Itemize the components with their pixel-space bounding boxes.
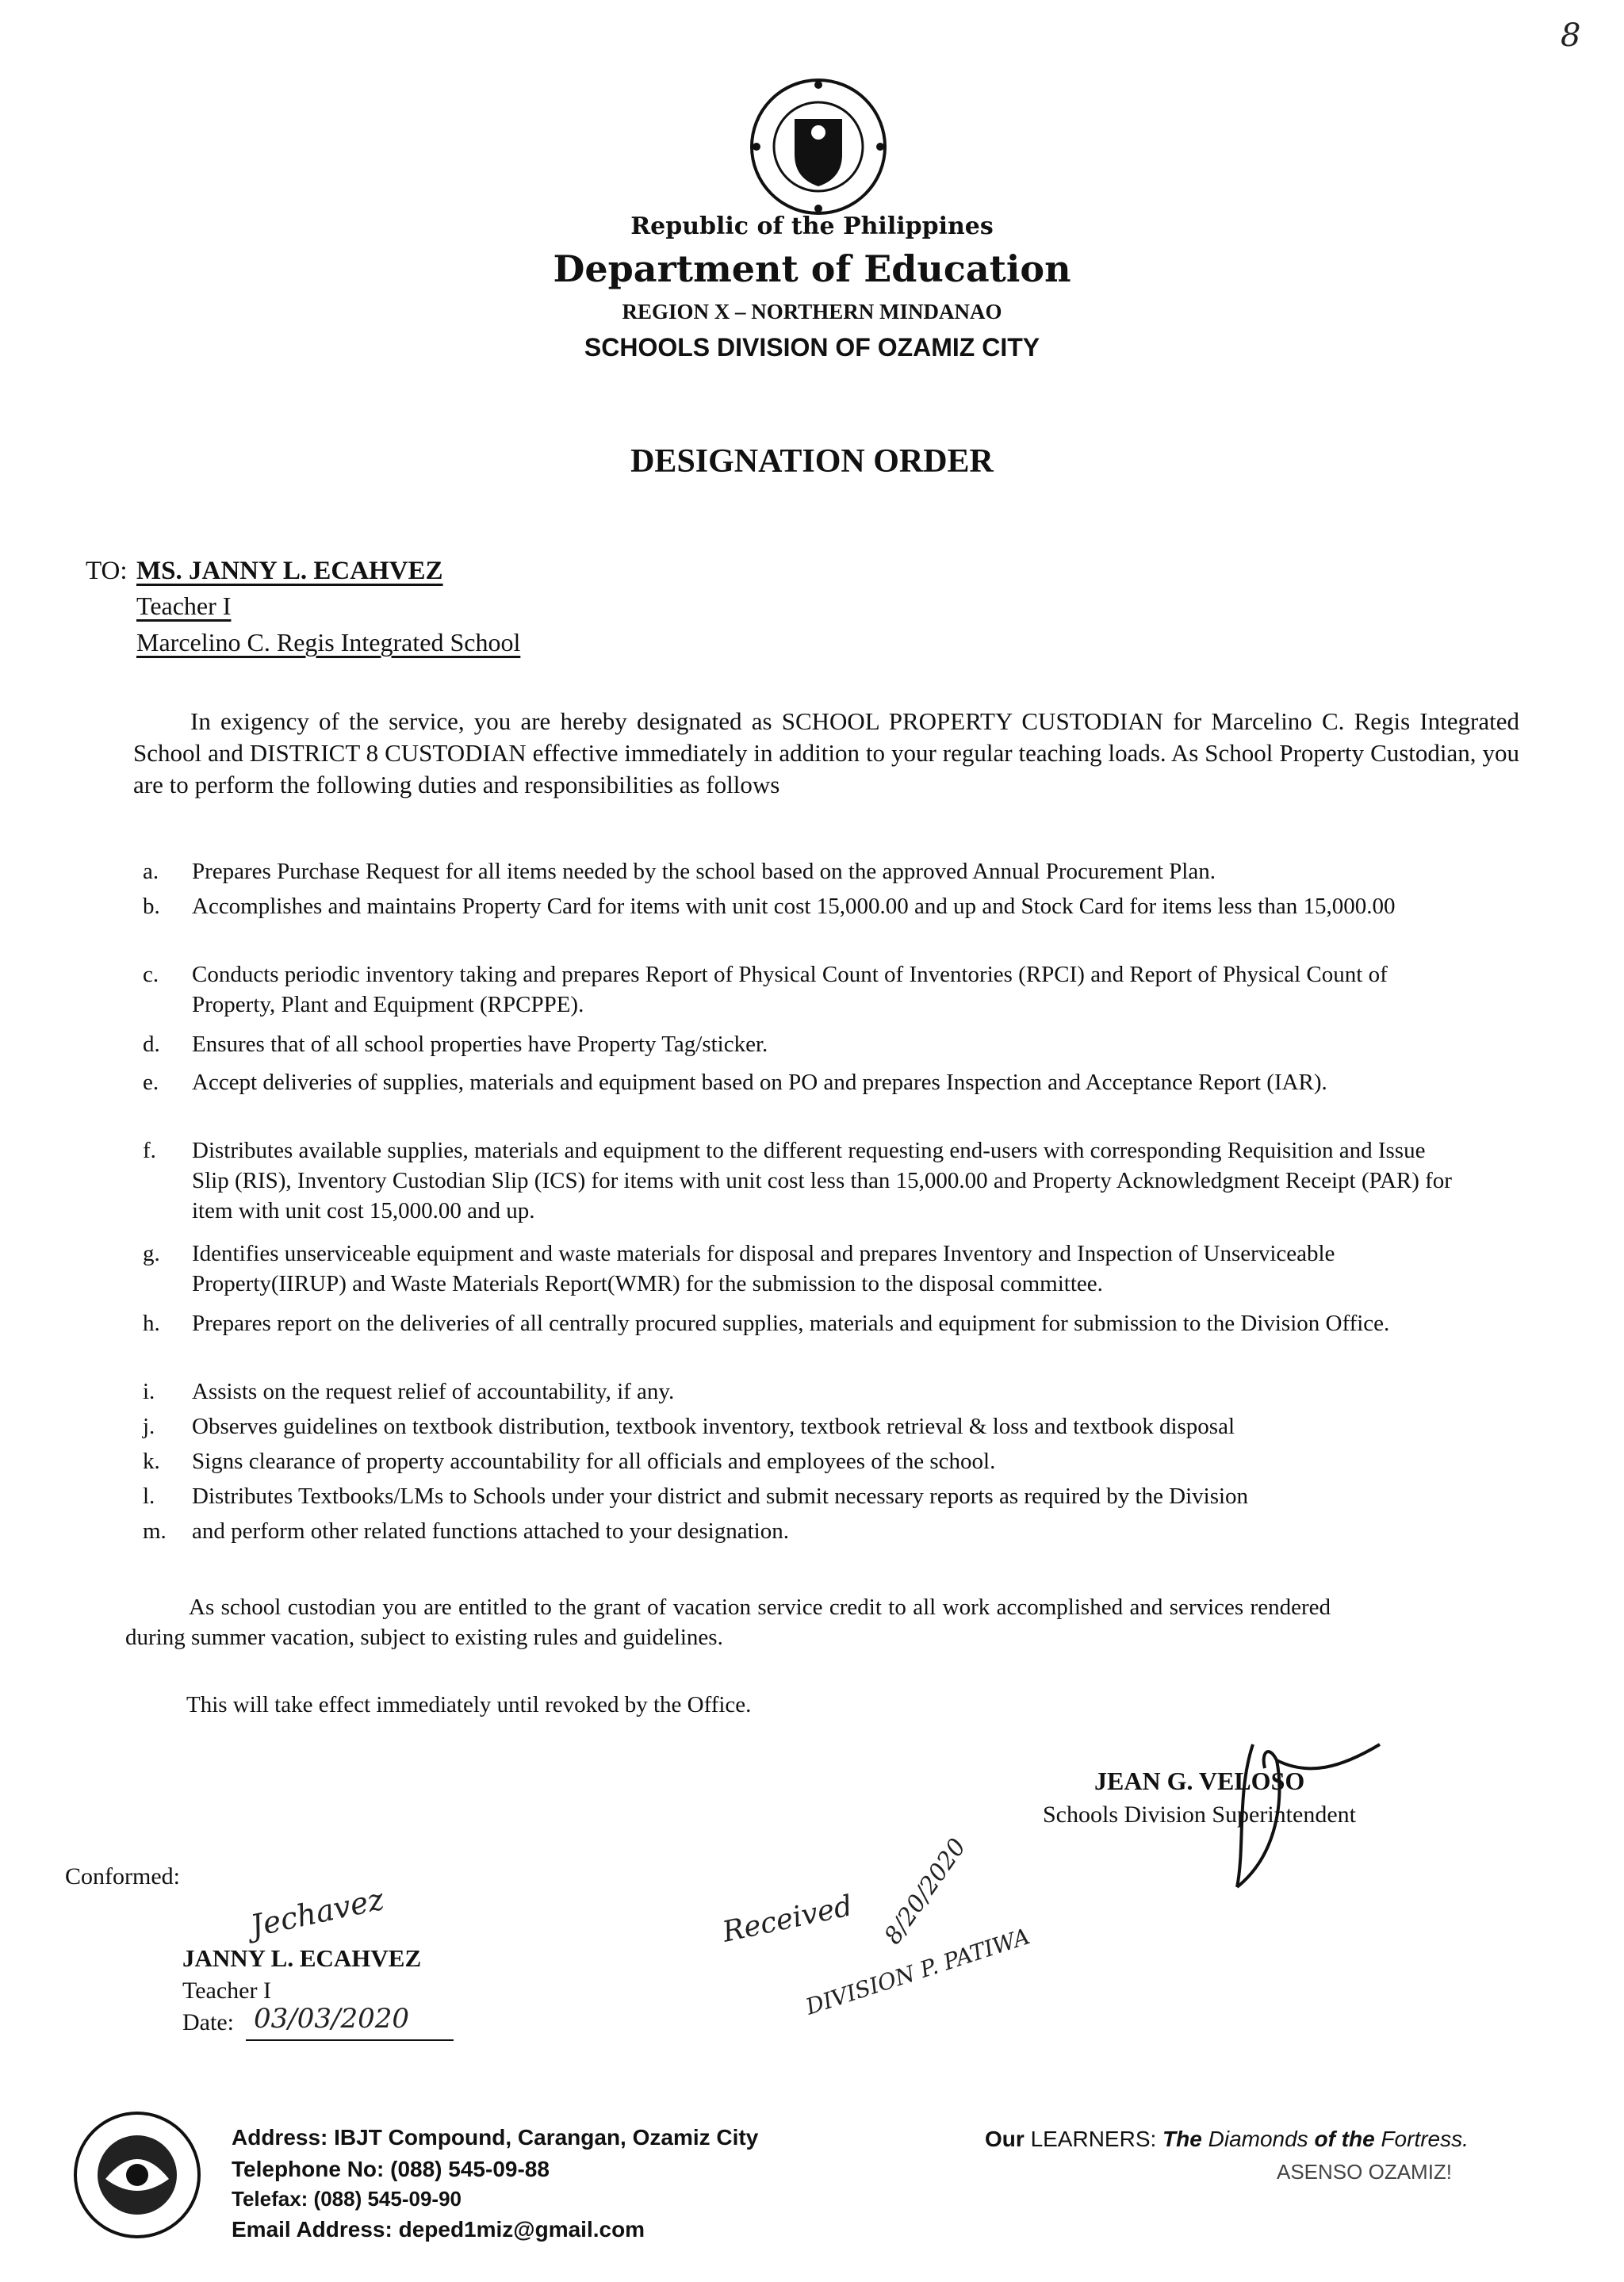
- conformee-position: Teacher I: [182, 1978, 271, 2004]
- region-line: REGION X – NORTHERN MINDANAO: [622, 300, 1002, 324]
- list-letter: c.: [143, 962, 159, 987]
- list-text: Distributes available supplies, materials and equipment to the different requesting end-users with corresponding Requisition and Issue Slip (RIS), Inventory Custodian Slip (ICS) for items with unit cost less than 15,000.00 and Property Acknowledgment Receipt (PAR) for item with unit cost 15,000.00 and up.: [192, 1138, 1452, 1223]
- list-text: Signs clearance of property accountability for all officials and employees of the school.: [192, 1449, 996, 1474]
- signatory-title: Schools Division Superintendent: [1043, 1801, 1356, 1828]
- conformed-date: 03/03/2020: [254, 2003, 409, 2035]
- list-text: Observes guidelines on textbook distribution, textbook inventory, textbook retrieval & loss and textbook disposal: [192, 1414, 1235, 1439]
- division-seal: [62, 2108, 213, 2242]
- list-text: Assists on the request relief of accountability, if any.: [192, 1379, 675, 1404]
- effect-paragraph: This will take effect immediately until revoked by the Office.: [186, 1692, 752, 1717]
- document-title: DESIGNATION ORDER: [630, 443, 994, 480]
- addressee-school: Marcelino C. Regis Integrated School: [136, 628, 521, 657]
- conformee-signature: Jechavez: [247, 1881, 387, 1944]
- date-label: Date:: [182, 2009, 234, 2035]
- list-letter: j.: [143, 1414, 155, 1439]
- list-text: Conducts periodic inventory taking and prepares Report of Physical Count of Inventories (RPCI) and Report of Physical Count of Property, Plant and Equipment (RPCPPE).: [192, 962, 1388, 1017]
- conformee-name: JANNY L. ECAHVEZ: [182, 1944, 422, 1972]
- list-letter: b.: [143, 894, 160, 919]
- received-date: 8/20/2020: [879, 1833, 972, 1950]
- received-note: Received: [719, 1890, 856, 1949]
- list-letter: e.: [143, 1070, 159, 1095]
- list-text: Distributes Textbooks/LMs to Schools under your district and submit necessary reports as required by the Division: [192, 1484, 1249, 1509]
- list-letter: g.: [143, 1241, 160, 1266]
- list-letter: d.: [143, 1032, 160, 1057]
- list-text: Accept deliveries of supplies, materials and equipment based on PO and prepares Inspection and Acceptance Report (IAR).: [192, 1070, 1327, 1095]
- list-letter: f.: [143, 1138, 156, 1163]
- tagline-diamonds: Diamonds: [1208, 2127, 1308, 2151]
- vacation-paragraph: As school custodian you are entitled to the grant of vacation service credit to all work accomplished and services rendered during summer vacation, subject to existing rules and guidelines.: [125, 1595, 1331, 1650]
- signatory-name: JEAN G. VELOSO: [1094, 1767, 1305, 1795]
- division-line: SCHOOLS DIVISION OF OZAMIZ CITY: [584, 333, 1040, 362]
- list-text: and perform other related functions attached to your designation.: [192, 1518, 789, 1544]
- list-text: Prepares report on the deliveries of all centrally procured supplies, materials and equipment for submission to the Division Office.: [192, 1311, 1390, 1336]
- list-letter: a.: [143, 859, 159, 884]
- list-letter: l.: [143, 1484, 155, 1509]
- list-text: Accomplishes and maintains Property Card for items with unit cost 15,000.00 and up and Stock Card for items less than 15,000.00: [192, 894, 1396, 919]
- intro-paragraph: In exigency of the service, you are hereby designated as SCHOOL PROPERTY CUSTODIAN for Marcelino C. Regis Integrated School and DISTRICT 8 CUSTODIAN effective immediately in addition to your regular teaching loads. As School Property Custodian, you are to perform the following duties and responsibilities as follows: [133, 707, 1519, 798]
- tagline-the: The: [1156, 2127, 1208, 2151]
- list-letter: k.: [143, 1449, 160, 1474]
- tagline-learners: LEARNERS:: [1030, 2127, 1157, 2151]
- footer-telephone: Telephone No: (088) 545-09-88: [232, 2157, 550, 2181]
- conformed-label: Conformed:: [65, 1863, 180, 1890]
- date-underline: [246, 2039, 454, 2041]
- list-letter: m.: [143, 1518, 167, 1544]
- addressee-name: MS. JANNY L. ECAHVEZ: [136, 557, 443, 585]
- tagline-fortress: Fortress.: [1381, 2127, 1469, 2151]
- footer-telefax: Telefax: (088) 545-09-90: [232, 2187, 462, 2211]
- list-text: Ensures that of all school properties have Property Tag/sticker.: [192, 1032, 768, 1057]
- tagline-our: Our: [985, 2127, 1031, 2151]
- list-text: Prepares Purchase Request for all items needed by the school based on the approved Annual Procurement Plan.: [192, 859, 1216, 884]
- addressee-position: Teacher I: [136, 592, 232, 620]
- page-number-mark: 8: [1561, 17, 1581, 54]
- list-text: Identifies unserviceable equipment and waste materials for disposal and prepares Inventory and Inspection of Unserviceable Property(IIRUP) and Waste Materials Report(WMR) for the submission to the disposal committee.: [192, 1241, 1335, 1296]
- republic-line: Republic of the Philippines: [630, 213, 994, 240]
- footer-tagline: [985, 2127, 1469, 2152]
- superintendent-signature: [1189, 1729, 1388, 1903]
- footer-address: Address: IBJT Compound, Carangan, Ozamiz City: [232, 2125, 759, 2150]
- list-letter: h.: [143, 1311, 160, 1336]
- list-letter: i.: [143, 1379, 155, 1404]
- footer-motto: ASENSO OZAMIZ!: [1277, 2160, 1453, 2184]
- footer-email: Email Address: deped1miz@gmail.com: [232, 2217, 645, 2242]
- to-label: TO:: [86, 557, 128, 585]
- tagline-of-the: of the: [1308, 2127, 1381, 2151]
- department-name: Department of Education: [553, 247, 1071, 290]
- received-by: DIVISION P. PATIWA: [802, 1923, 1033, 2020]
- deped-seal: [739, 75, 898, 218]
